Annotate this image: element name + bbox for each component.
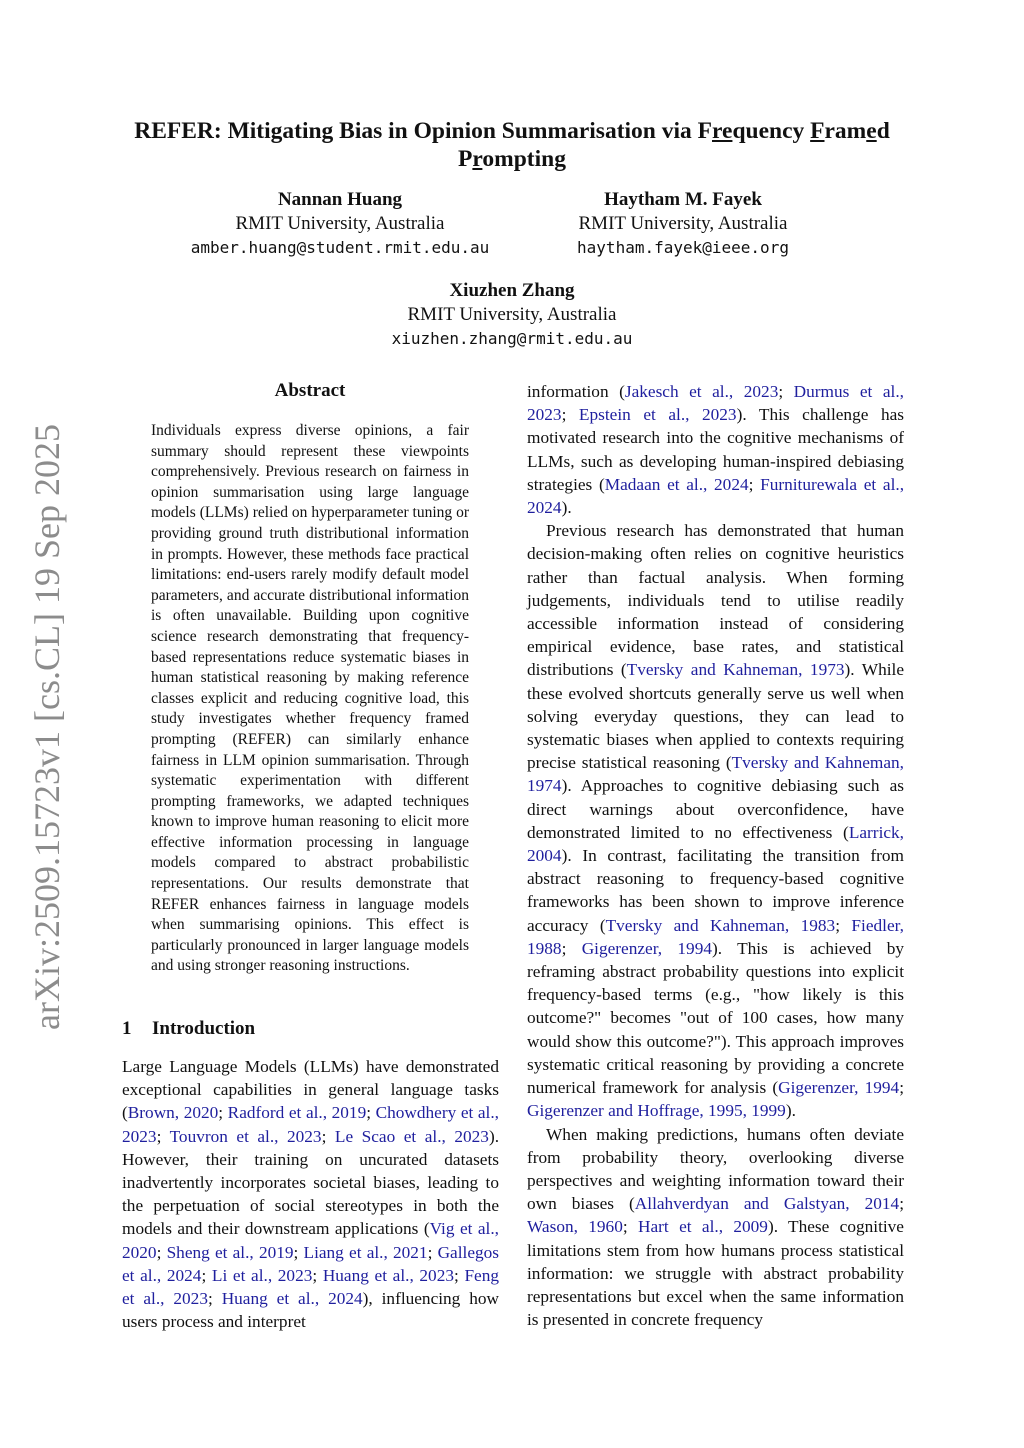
section-heading-introduction — [122, 1017, 502, 1041]
author-affiliation: RMIT University, Australia — [578, 213, 788, 234]
section-title: Introduction — [152, 1018, 256, 1039]
citation-link[interactable]: Gallegos et al., 2024 — [122, 1242, 499, 1285]
citation-link[interactable]: Jakesch et al., 2023 — [624, 382, 779, 401]
paragraph: When making predictions, humans often deviate from probability theory, overlooking diverse perspectives and weighting information toward their own biases (Allahverdyan and Galstyan, 2014; Wason, 1960; Hart et al., 2009). These cognitive limitations stem from how humans process statistical information: we struggle with abstract probability representations but excel when the same information is presented in concrete frequency — [527, 1124, 904, 1330]
citation-link[interactable]: Huang et al., 2023 — [322, 1265, 454, 1285]
citation-link[interactable]: Radford et al., 2019 — [227, 1103, 367, 1123]
author-name: Haytham M. Fayek — [604, 189, 762, 210]
citation-link[interactable]: Sheng et al., 2019 — [166, 1242, 294, 1262]
citation-link[interactable]: Epstein et al., 2023 — [578, 405, 737, 425]
author-email: amber.huang@student.rmit.edu.au — [190, 238, 490, 257]
citation-link[interactable]: Tversky and Kahneman, 1983 — [605, 915, 836, 935]
citation-link[interactable]: Hart et al., 2009 — [638, 1217, 768, 1237]
paragraph: information (Jakesch et al., 2023; Durmus et al., 2023; Epstein et al., 2023). This challenge has motivated research into the cognitive mechanisms of LLMs, such as developing human-inspired debiasing strategies (Madaan et al., 2024; Furniturewala et al., 2024). — [527, 382, 905, 518]
author-affiliation: RMIT University, Australia — [235, 213, 445, 234]
citation-link[interactable]: Liang et al., 2021 — [303, 1242, 428, 1262]
citation-link[interactable]: Allahverdyan and Galstyan, 2014 — [634, 1194, 900, 1214]
citation-link[interactable]: Gigerenzer and Hoffrage, 1995, 1999 — [527, 1101, 786, 1121]
citation-link[interactable]: Tversky and Kahneman, 1973 — [626, 660, 845, 680]
citation-link[interactable]: Wason, 1960 — [527, 1217, 623, 1237]
author-name: Xiuzhen Zhang — [449, 280, 575, 301]
citation-link[interactable]: Tversky and Kahneman, 1974 — [527, 753, 904, 796]
author-email: haytham.fayek@ieee.org — [577, 238, 789, 257]
citation-link[interactable]: Fiedler, 1988 — [527, 915, 904, 958]
citation-link[interactable]: Madaan et al., 2024 — [604, 474, 749, 494]
citation-link[interactable]: Chowdhery et al., 2023 — [122, 1103, 499, 1146]
section-number: 1 — [122, 1018, 132, 1039]
paper-title — [110, 117, 914, 173]
abstract-heading: Abstract — [274, 380, 346, 401]
arxiv-stamp: arXiv:2509.15723v1 [cs.CL] 19 Sep 2025 — [27, 424, 67, 1030]
author-block-3 — [312, 279, 712, 351]
intro-right-column — [527, 380, 904, 1331]
intro-left-column — [122, 1055, 499, 1333]
citation-link[interactable]: Brown, 2020 — [127, 1103, 219, 1123]
author-name: Nannan Huang — [277, 189, 403, 210]
paragraph: Large Language Models (LLMs) have demonstrated exceptional capabilities in general language tasks (Brown, 2020; Radford et al., 2019; Chowdhery et al., 2023; Touvron et al., 2023; Le Scao et al., 2023). However, their training on uncurated datasets inadvertently incorporates societal biases, leading to the perpetuation of social stereotypes in both the models and their downstream applications (Vig et al., 2020; Sheng et al., 2019; Liang et al., 2021; Gallegos et al., 2024; Li et al., 2023; Huang et al., 2023; Feng et al., 2023; Huang et al., 2024), influencing how users process and interpret — [122, 1057, 500, 1332]
author-affiliation: RMIT University, Australia — [407, 304, 617, 325]
citation-link[interactable]: Gigerenzer, 1994 — [581, 938, 712, 958]
citation-link[interactable]: Vig et al., 2020 — [122, 1219, 499, 1262]
citation-link[interactable]: Feng et al., 2023 — [122, 1265, 499, 1309]
abstract-body: Individuals express diverse opinions, a fair summary should represent these viewpoints comprehensively. Previous research on fairness in opinion summarisation using large language models (LLMs) relied on hyperparameter tuning or providing ground truth distributional information in prompts. However, these methods face practical limitations: end-users rarely modify default model parameters, and accurate distributional information is often unavailable. Building upon cognitive science research demonstrating that frequency-based representations reduce systematic biases in human statistical reasoning by making reference classes explicit and reducing cognitive load, this study investigates whether frequency framed prompting (REFER) can similarly enhance fairness in LLM opinion summarisation. Through systematic experimentation with different prompting frameworks, we adapted techniques known to improve human reasoning to elicit more effective information processing in language models compared to abstract probabilistic representations. Our results demonstrate that REFER enhances fairness in language models when summarising opinions. This effect is particularly pronounced in larger language models and using stronger reasoning instructions. — [151, 422, 469, 975]
paragraph: Previous research has demonstrated that human decision-making often relies on cognitive heuristics rather than factual analysis. When forming judgements, individuals tend to utilise readily accessible information instead of considering empirical evidence, base rates, and statistical distributions (Tversky and Kahneman, 1973). While these evolved shortcuts generally serve us well when solving everyday questions, they can lead to systematic biases when applied to contexts requiring precise statistical reasoning (Tversky and Kahneman, 1974). Approaches to cognitive debiasing such as direct warnings about overconfidence, have demonstrated limited to no effectiveness (Larrick, 2004). In contrast, facilitating the transition from abstract reasoning to frequency-based cognitive frameworks has been shown to improve inference accuracy (Tversky and Kahneman, 1983; Fiedler, 1988; Gigerenzer, 1994). This is achieved by reframing abstract probability questions into explicit frequency-based terms (e.g., "how likely is this outcome?" becomes "out of 100 cases, how many would show this outcome?"). This approach improves systematic critical reasoning by providing a concrete numerical framework for analysis (Gigerenzer, 1994; Gigerenzer and Hoffrage, 1995, 1999). — [527, 521, 905, 1121]
title-line-2: Prompting — [458, 146, 566, 172]
author-block-2 — [503, 188, 863, 260]
citation-link[interactable]: Le Scao et al., 2023 — [334, 1126, 489, 1146]
author-block-1 — [160, 188, 520, 260]
citation-link[interactable]: Gigerenzer, 1994 — [778, 1078, 900, 1098]
author-email: xiuzhen.zhang@rmit.edu.au — [391, 329, 633, 348]
citation-link[interactable]: Durmus et al., 2023 — [527, 382, 904, 425]
citation-link[interactable]: Larrick, 2004 — [527, 822, 904, 866]
citation-link[interactable]: Touvron et al., 2023 — [169, 1126, 322, 1146]
citation-link[interactable]: Furniturewala et al., 2024 — [527, 474, 905, 518]
citation-link[interactable]: Huang et al., 2024 — [221, 1289, 363, 1309]
title-line-1: REFER: Mitigating Bias in Opinion Summarisation via Frequency Framed — [134, 118, 890, 144]
citation-link[interactable]: Li et al., 2023 — [211, 1265, 313, 1285]
